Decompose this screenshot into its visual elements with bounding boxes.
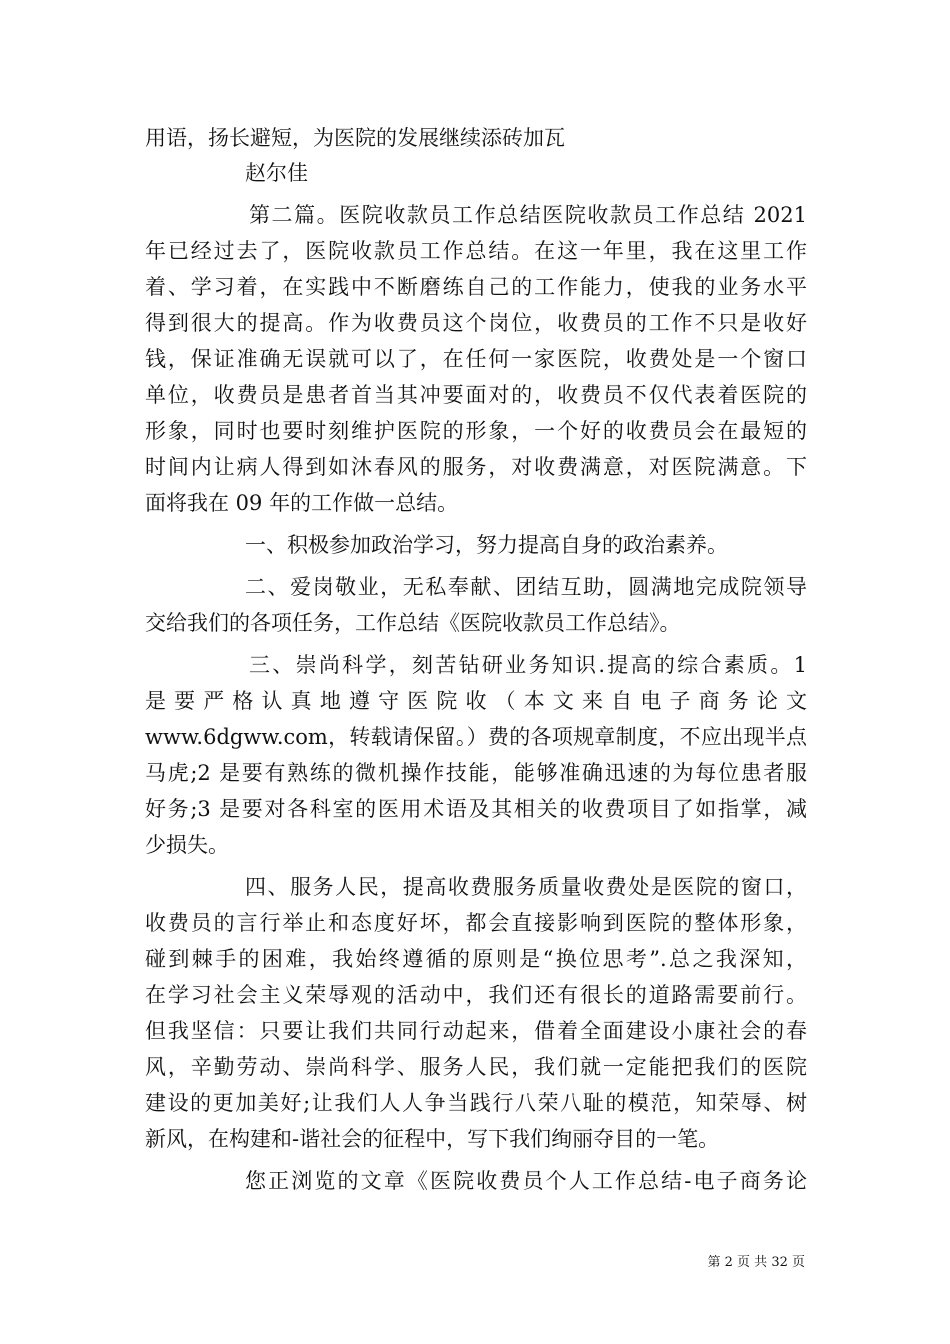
paragraph-line: 单位，收费员是患者首当其冲要面对的，收费员不仅代表着医院的	[145, 383, 807, 407]
section-heading: 三、崇尚科学，刻苦钻研业务知识.提高的综合素质。1	[249, 653, 807, 677]
paragraph-line: 您正浏览的文章《医院收费员个人工作总结-电子商务论	[245, 1169, 807, 1193]
paragraph-line: 交给我们的各项任务，工作总结《医院收款员工作总结》。	[145, 611, 681, 635]
paragraph-line: 用语，扬长避短，为医院的发展继续添砖加瓦	[145, 126, 565, 150]
paragraph-line: 收费员的言行举止和态度好坏，都会直接影响到医院的整体形象，	[145, 911, 807, 935]
paragraph-line: 形象，同时也要时刻维护医院的形象，一个好的收费员会在最短的	[145, 419, 807, 443]
page-number-footer: 第 2 页 共 32 页	[707, 1255, 805, 1270]
paragraph-line: 少损失。	[145, 833, 229, 857]
paragraph-line: 但我坚信：只要让我们共同行动起来，借着全面建设小康社会的春	[145, 1019, 807, 1043]
paragraph-line: 第二篇。医院收款员工作总结医院收款员工作总结 2021	[249, 203, 807, 227]
author-name: 赵尔佳	[245, 161, 308, 185]
paragraph-line: 面将我在 09 年的工作做一总结。	[145, 491, 459, 515]
paragraph-line: 风，辛勤劳动、崇尚科学、服务人民，我们就一定能把我们的医院	[145, 1055, 807, 1079]
paragraph-line: 钱，保证准确无误就可以了，在任何一家医院，收费处是一个窗口	[145, 347, 807, 371]
paragraph-line: www.6dgww.com，转载请保留。）费的各项规章制度，不应出现半点	[145, 725, 807, 749]
paragraph-line: 新风，在构建和-谐社会的征程中，写下我们绚丽夺目的一笔。	[145, 1127, 720, 1151]
paragraph-line: 是要严格认真地遵守医院收（本文来自电子商务论文	[145, 689, 807, 713]
paragraph-line: 年已经过去了，医院收款员工作总结。在这一年里，我在这里工作	[145, 239, 807, 263]
section-heading: 四、服务人民，提高收费服务质量收费处是医院的窗口，	[245, 875, 807, 899]
paragraph-line: 时间内让病人得到如沐春风的服务，对收费满意，对医院满意。下	[145, 455, 807, 479]
paragraph-line: 马虎;2 是要有熟练的微机操作技能，能够准确迅速的为每位患者服	[145, 761, 807, 785]
paragraph-line: 建设的更加美好;让我们人人争当践行八荣八耻的模范，知荣辱、树	[145, 1091, 807, 1115]
paragraph-line: 好务;3 是要对各科室的医用术语及其相关的收费项目了如指掌，减	[145, 797, 807, 821]
paragraph-line: 着、学习着，在实践中不断磨练自己的工作能力，使我的业务水平	[145, 275, 807, 299]
section-heading: 二、爱岗敬业，无私奉献、团结互助，圆满地完成院领导	[245, 575, 807, 599]
paragraph-line: 得到很大的提高。作为收费员这个岗位，收费员的工作不只是收好	[145, 311, 807, 335]
paragraph-line: 碰到棘手的困难，我始终遵循的原则是“换位思考”.总之我深知，	[145, 947, 807, 971]
section-heading: 一、积极参加政治学习，努力提高自身的政治素养。	[245, 533, 728, 557]
paragraph-line: 在学习社会主义荣辱观的活动中，我们还有很长的道路需要前行。	[145, 983, 807, 1007]
